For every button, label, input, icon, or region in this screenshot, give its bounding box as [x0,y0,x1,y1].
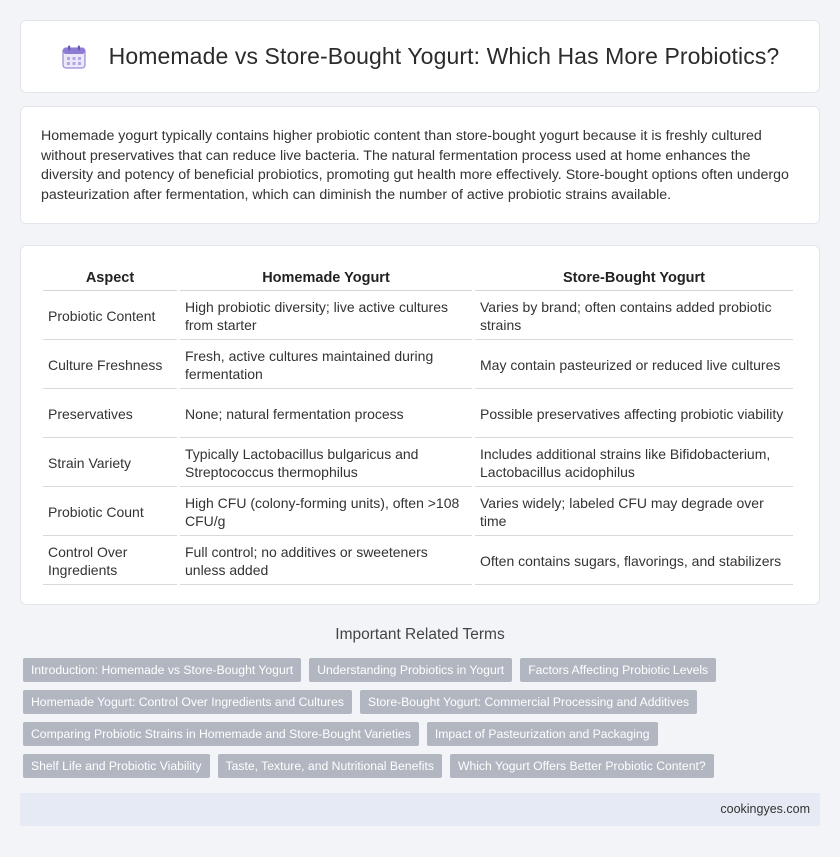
related-term-tag[interactable]: Shelf Life and Probiotic Viability [23,754,210,778]
comparison-table [40,266,796,587]
intro-text: Homemade yogurt typically contains higher probiotic content than store-bought yogurt because it is freshly cultured without preservatives that can reduce live bacteria. The natural fermentation process used at home enhances the diversity and potency of beneficial probiotics, promoting gut health more effectively. Store-bought options often undergo pasteurization after fermentation, which can diminish the number of active probiotic strains available. [41,128,789,203]
related-term-tag[interactable]: Taste, Texture, and Nutritional Benefits [218,754,442,778]
table-cell-store-bought: Varies widely; labeled CFU may degrade over time [475,489,793,536]
table-cell-aspect: Preservatives [43,391,177,438]
intro-card [20,106,820,224]
page-title: Homemade vs Store-Bought Yogurt: Which Has More Probiotics? [108,43,780,69]
tag-row [23,690,823,714]
footer-site-link[interactable]: cookingyes.com [720,802,810,816]
table-cell-store-bought: Includes additional strains like Bifidobacterium, Lactobacillus acidophilus [475,440,793,487]
related-term-tag[interactable]: Understanding Probiotics in Yogurt [309,658,512,682]
table-row [43,293,793,340]
header-card [20,20,820,93]
table-cell-store-bought: Possible preservatives affecting probiotic viability [475,391,793,438]
column-header-aspect: Aspect [43,268,177,291]
table-cell-aspect: Probiotic Count [43,489,177,536]
table-cell-store-bought: May contain pasteurized or reduced live cultures [475,342,793,389]
comparison-table-card [20,245,820,605]
tag-row [23,722,823,746]
table-cell-homemade: None; natural fermentation process [180,391,472,438]
table-cell-store-bought: Varies by brand; often contains added probiotic strains [475,293,793,340]
table-header-row [43,268,793,291]
table-cell-homemade: Full control; no additives or sweeteners unless added [180,538,472,585]
related-term-tag[interactable]: Homemade Yogurt: Control Over Ingredients and Cultures [23,690,352,714]
calendar-icon [61,44,87,70]
table-cell-aspect: Culture Freshness [43,342,177,389]
table-cell-store-bought: Often contains sugars, flavorings, and stabilizers [475,538,793,585]
table-row [43,440,793,487]
tag-row [23,754,823,778]
related-terms-title: Important Related Terms [335,626,505,643]
table-cell-homemade: Typically Lactobacillus bulgaricus and Streptococcus thermophilus [180,440,472,487]
related-term-tag[interactable]: Comparing Probiotic Strains in Homemade and Store-Bought Varieties [23,722,419,746]
related-terms-tags [23,658,823,786]
table-cell-aspect: Strain Variety [43,440,177,487]
table-row [43,538,793,585]
related-term-tag[interactable]: Factors Affecting Probiotic Levels [520,658,716,682]
column-header-store-bought: Store-Bought Yogurt [475,268,793,291]
footer [20,793,820,826]
related-term-tag[interactable]: Store-Bought Yogurt: Commercial Processing and Additives [360,690,697,714]
table-row [43,489,793,536]
table-cell-homemade: Fresh, active cultures maintained during fermentation [180,342,472,389]
table-row [43,391,793,438]
related-term-tag[interactable]: Impact of Pasteurization and Packaging [427,722,658,746]
table-cell-aspect: Control Over Ingredients [43,538,177,585]
table-cell-homemade: High CFU (colony-forming units), often >108 CFU/g [180,489,472,536]
tag-row [23,658,823,682]
table-cell-aspect: Probiotic Content [43,293,177,340]
table-cell-homemade: High probiotic diversity; live active cultures from starter [180,293,472,340]
table-row [43,342,793,389]
related-term-tag[interactable]: Introduction: Homemade vs Store-Bought Yogurt [23,658,301,682]
column-header-homemade: Homemade Yogurt [180,268,472,291]
related-term-tag[interactable]: Which Yogurt Offers Better Probiotic Content? [450,754,714,778]
